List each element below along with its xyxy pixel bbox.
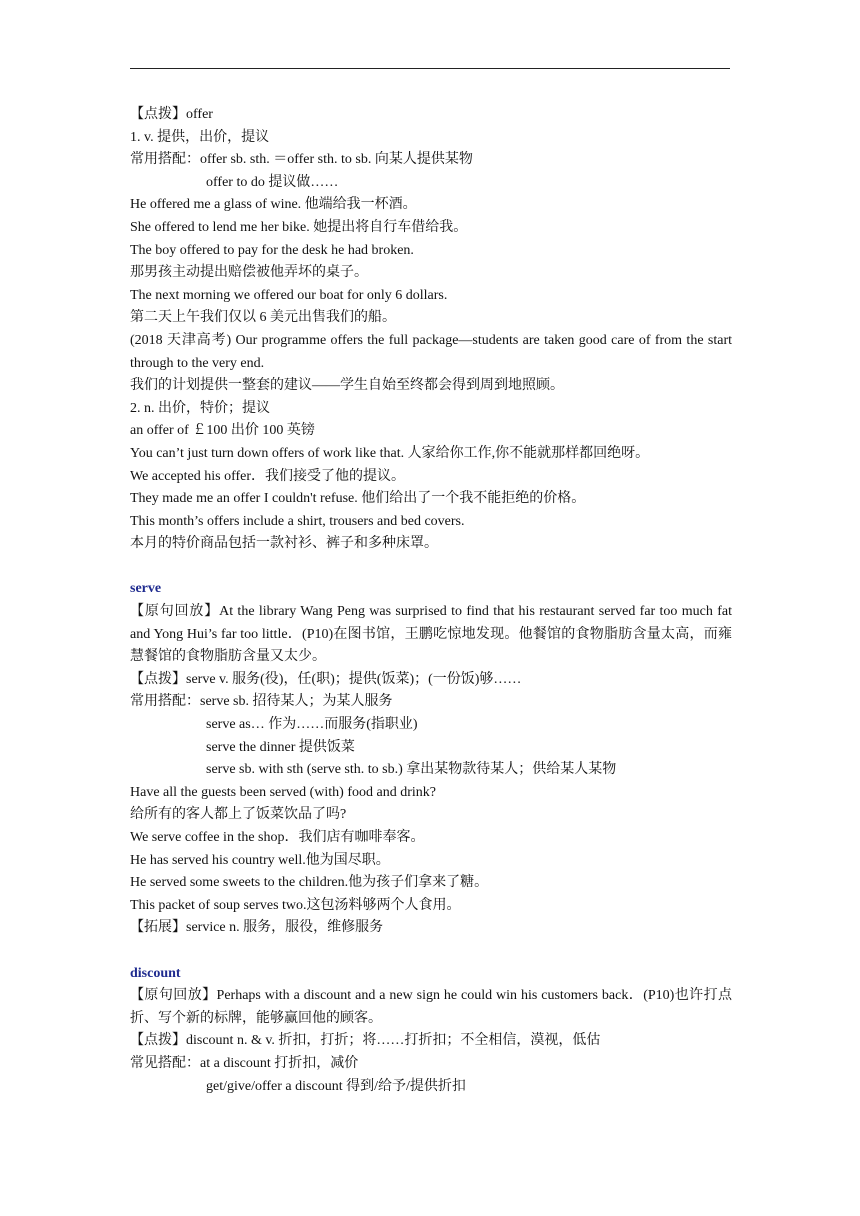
text-line: 1. v. 提供，出价，提议 — [130, 129, 270, 145]
section-serve — [130, 578, 732, 940]
text-line: 【点拨】discount n. & v. 折扣，打折；将……打折扣；不全相信，漠视，低估 — [130, 1033, 601, 1049]
text-line: serve the dinner 提供饭菜 — [206, 739, 355, 755]
text-paragraph: 【原句回放】At the library Wang Peng was surprised to find that his restaurant served far too much fat and Yong Hui’s far too little．(P10)在图书馆，王鹏吃惊地发现。他餐馆的食物脂肪含量太高，而雍慧餐馆的食物脂肪含量又太少。 — [130, 604, 732, 665]
section-discount — [130, 963, 732, 1099]
text-line: get/give/offer a discount 得到/给予/提供折扣 — [206, 1078, 466, 1094]
header-rule — [130, 68, 730, 69]
text-line: We serve coffee in the shop．我们店有咖啡奉客。 — [130, 830, 425, 845]
text-line: 本月的特价商品包括一款衬衫、裤子和多种床罩。 — [130, 536, 438, 552]
text-line: 常见搭配：at a discount 打折扣，减价 — [130, 1055, 359, 1071]
text-line: This packet of soup serves two.这包汤料够两个人食用。 — [130, 897, 461, 913]
text-line: Have all the guests been served (with) food and drink? — [130, 784, 436, 800]
text-line: 给所有的客人都上了饭菜饮品了吗? — [130, 807, 347, 823]
text-line: He offered me a glass of wine. 他端给我一杯酒。 — [130, 197, 417, 213]
text-line: serve as… 作为……而服务(指职业) — [206, 717, 418, 733]
spacer — [130, 940, 732, 963]
text-line: This month’s offers include a shirt, trousers and bed covers. — [130, 513, 465, 529]
text-line: He has served his country well.他为国尽职。 — [130, 852, 390, 868]
text-line: offer to do 提议做…… — [206, 174, 339, 190]
text-paragraph: 【原句回放】Perhaps with a discount and a new sign he could win his customers back．(P10)也许打点折、写个新的标牌，能够赢回他的顾客。 — [130, 988, 732, 1026]
text-line: He served some sweets to the children.他为孩子们拿来了糖。 — [130, 875, 489, 891]
text-line: 第二天上午我们仅以 6 美元出售我们的船。 — [130, 310, 396, 326]
section-heading: discount — [130, 965, 181, 981]
text-line: 【点拨】serve v. 服务(役)，任(职)；提供(饭菜)；(一份饭)够…… — [130, 671, 522, 687]
text-line: serve sb. with sth (serve sth. to sb.) 拿出某物款待某人；供给某人某物 — [206, 762, 617, 778]
text-line: You can’t just turn down offers of work like that. 人家给你工作,你不能就那样都回绝呀。 — [130, 445, 650, 461]
document-body — [130, 104, 732, 1098]
text-line: They made me an offer I couldn't refuse. 他们给出了一个我不能拒绝的价格。 — [130, 491, 586, 507]
text-paragraph: (2018 天津高考) Our programme offers the full package—students are taken good care of from the start through to the very end. — [130, 332, 732, 371]
text-line: 【拓展】service n. 服务，服役，维修服务 — [130, 920, 384, 936]
text-line: The next morning we offered our boat for only 6 dollars. — [130, 287, 448, 303]
text-line: 常用搭配：serve sb. 招待某人；为某人服务 — [130, 694, 393, 710]
text-line: 我们的计划提供一整套的建议——学生自始至终都会得到周到地照顾。 — [130, 378, 564, 394]
spacer — [130, 556, 732, 579]
section-heading: serve — [130, 581, 162, 597]
text-line: The boy offered to pay for the desk he had broken. — [130, 242, 414, 258]
text-line: 【点拨】offer — [130, 107, 213, 122]
text-line: We accepted his offer．我们接受了他的提议。 — [130, 468, 406, 484]
text-line: 2. n. 出价，特价；提议 — [130, 400, 270, 416]
text-line: an offer of ￡100 出价 100 英镑 — [130, 423, 315, 439]
text-line: 那男孩主动提出赔偿被他弄坏的桌子。 — [130, 265, 368, 281]
text-line: She offered to lend me her bike. 她提出将自行车借给我。 — [130, 219, 468, 235]
section-offer — [130, 104, 732, 556]
text-line: 常用搭配：offer sb. sth. ＝offer sth. to sb. 向某人提供某物 — [130, 152, 473, 168]
